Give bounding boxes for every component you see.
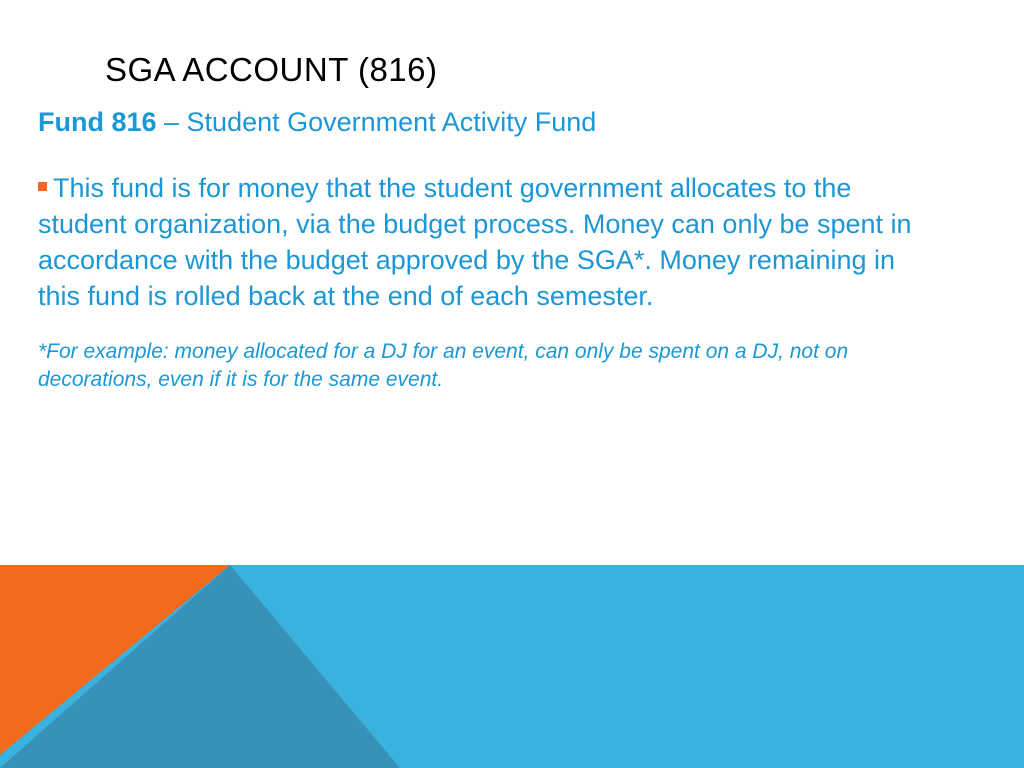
slide-content [38, 105, 938, 394]
slide-title: SGA ACCOUNT (816) [105, 51, 438, 88]
fund-subtitle [38, 105, 938, 140]
decorative-banner [0, 565, 1024, 768]
fund-description: – Student Government Activity Fund [156, 107, 597, 137]
footnote: *For example: money allocated for a DJ for an event, can only be spent on a DJ, not on decorations, even if it is for the same event. [38, 340, 849, 392]
square-bullet-icon [38, 182, 47, 191]
bullet-item [38, 170, 938, 314]
fund-label: Fund 816 [38, 107, 157, 137]
bullet-text: This fund is for money that the student government allocates to the student organization, via the budget process. Money can only be spent in accordance with the budget approved by the SGA*. Money remaining in this fund is rolled back at the end of each semester. [38, 173, 912, 312]
